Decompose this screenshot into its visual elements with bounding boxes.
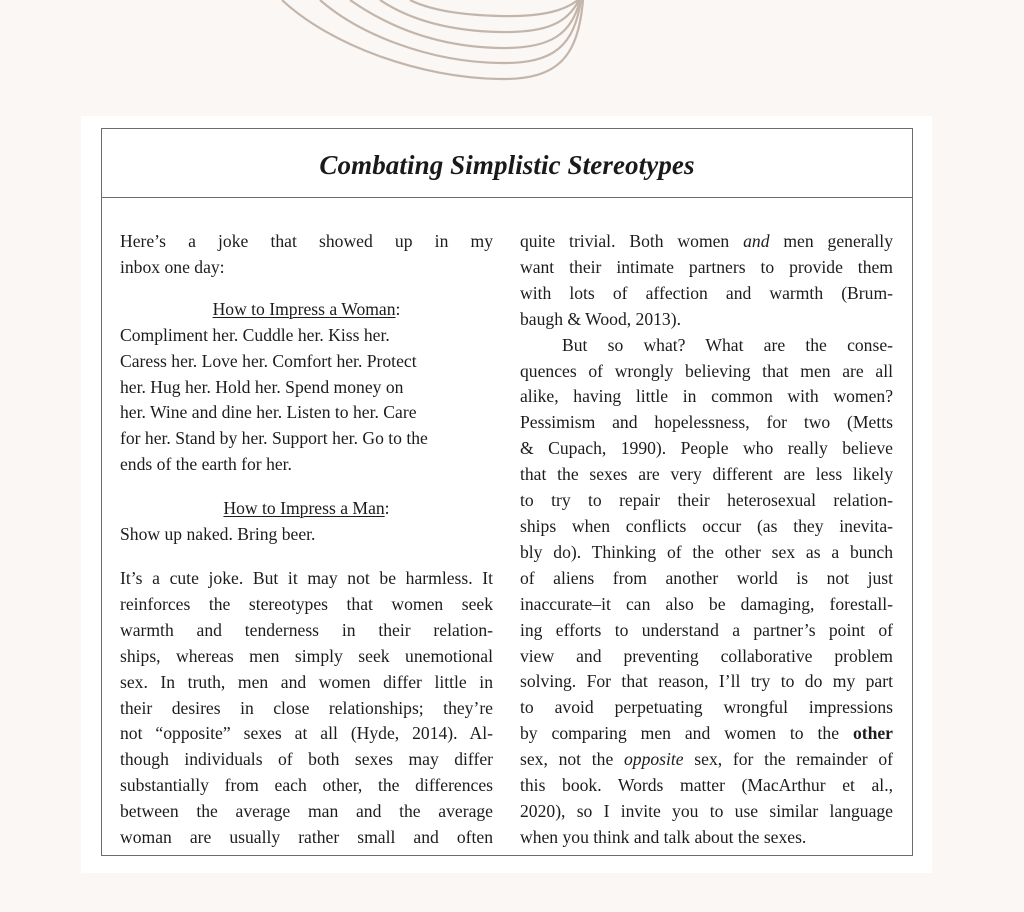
body-paragraph [120,566,493,851]
text-line: with lots of affection and warmth (Brum- [520,282,893,303]
text-line: inaccurate–it can also be damaging, forestall- [520,593,893,614]
text-line: bly do). Thinking of the other sex as a bunch [520,541,893,562]
text-line: though individuals of both sexes may differ [120,749,493,770]
text-line: Pessimism and hopelessness, for two (Metts [520,412,893,433]
text-line: when you think and talk about the sexes. [520,826,807,847]
paragraph-1 [520,229,893,333]
text-line: Show up naked. Bring beer. [120,524,316,545]
text-line: baugh & Wood, 2013). [520,308,681,329]
text-line: Here’s a joke that showed up in my [120,231,493,251]
decorative-curves [0,0,1024,120]
emphasis-opposite: opposite [623,749,684,770]
paragraph-2 [520,333,893,851]
sidebar-box [101,128,913,856]
text-line: alike, having little in common with women? [520,386,893,407]
text-line: quences of wrongly believing that men are all [520,360,893,381]
text-line: her. Hug her. Hold her. Spend money on [120,376,404,397]
joke-body-woman [120,323,493,478]
text-line: their desires in close relationships; they’re [120,697,493,718]
text-line: her. Wine and dine her. Listen to her. Care [120,402,417,423]
text-line: 2020), so I invite you to use similar language [520,800,893,821]
box-header [102,129,912,198]
text-line: quite trivial. Both women and men generally [520,231,893,251]
text-line: not “opposite” sexes at all (Hyde, 2014). Al- [120,723,493,744]
text-line: It’s a cute joke. But it may not be harmless. It [120,567,493,588]
text-line: to avoid perpetuating wrongful impressions [520,697,893,718]
joke-body-man [120,522,493,548]
text-line: that the sexes are very different are less likely [520,464,893,485]
decorative-curve [410,0,578,16]
text-line: view and preventing collaborative problem [520,645,893,666]
text-line: of aliens from another world is not just [520,567,893,588]
text-line: want their intimate partners to provide them [520,256,893,277]
left-column [120,229,493,851]
text-line: solving. For that reason, I’ll try to do my part [520,671,893,692]
text-line: ships, whereas men simply seek unemotional [120,645,493,666]
text-line: inbox one day: [120,256,225,277]
joke-heading-woman-text: How to Impress a Woman [212,298,396,319]
text-line: sex, not the opposite sex, for the remainder of [520,749,893,770]
emphasis-and: and [743,231,770,251]
joke-heading-man-text: How to Impress a Man [223,498,385,519]
text-line: But so what? What are the conse- [562,334,893,355]
intro-paragraph [120,229,493,281]
decorative-curve [350,0,580,48]
page-card [81,116,932,873]
text-line: between the average man and the average [120,801,493,822]
text-line: for her. Stand by her. Support her. Go to the [120,428,428,449]
text-line: Caress her. Love her. Comfort her. Protect [120,350,417,371]
text-line: reinforces the stereotypes that women seek [120,593,493,614]
text-line: ends of the earth for her. [120,454,292,475]
text-line: & Cupach, 1990). People who really believe [520,438,893,459]
joke-heading-woman: How to Impress a Woman: [212,298,401,319]
text-line: substantially from each other, the differences [120,775,493,796]
text-line: this book. Words matter (MacArthur et al., [520,775,893,796]
box-title: Combating Simplistic Stereotypes [319,149,695,180]
joke-heading-man: How to Impress a Man: [223,498,390,519]
text-line: Compliment her. Cuddle her. Kiss her. [120,324,390,345]
text-line: to try to repair their heterosexual relation- [520,490,893,511]
right-column [520,229,893,851]
text-line: woman are usually rather small and often [120,827,493,848]
text-line: sex. In truth, men and women differ little in [120,671,493,692]
text-line: warmth and tenderness in their relation- [120,619,493,640]
text-line: ing efforts to understand a partner’s point of [520,619,893,640]
bold-other: other [852,723,893,744]
text-line: by comparing men and women to the other [520,723,893,744]
text-line: ships when conflicts occur (as they inevita- [520,515,893,536]
decorative-curve [320,0,581,63]
